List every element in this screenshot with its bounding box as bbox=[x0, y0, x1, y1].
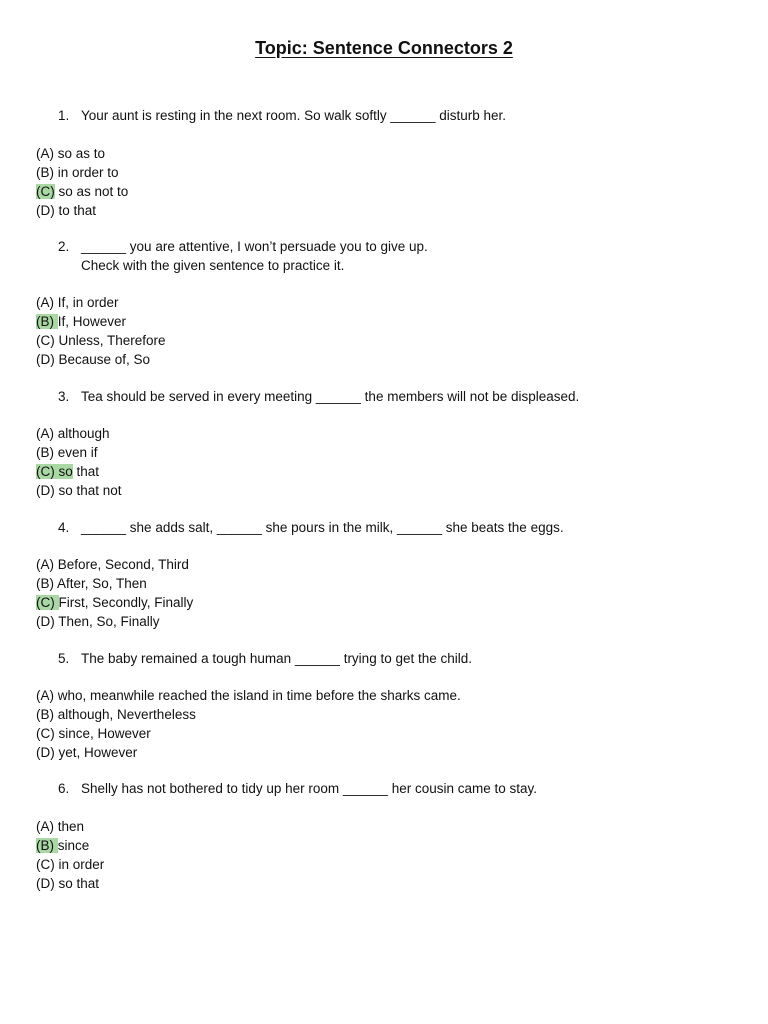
option-d bbox=[36, 612, 193, 631]
question-number: 2. bbox=[58, 239, 70, 254]
option-letter: (D) bbox=[36, 614, 55, 629]
options-5 bbox=[36, 686, 461, 762]
option-text: although, Nevertheless bbox=[54, 707, 196, 722]
options-6 bbox=[36, 817, 104, 893]
question-line bbox=[0, 779, 768, 798]
option-d bbox=[36, 874, 104, 893]
option-c-answer bbox=[36, 462, 122, 481]
option-text: so as not to bbox=[54, 184, 129, 199]
option-letter: (A) bbox=[36, 295, 54, 310]
question-line bbox=[0, 256, 768, 275]
option-letter: (B) bbox=[36, 707, 54, 722]
option-a bbox=[36, 686, 461, 705]
option-d bbox=[36, 350, 166, 369]
option-d bbox=[36, 743, 461, 762]
option-text: so that not bbox=[54, 483, 122, 498]
options-1 bbox=[36, 144, 128, 220]
question-number: 6. bbox=[58, 781, 70, 796]
option-text: even if bbox=[54, 445, 98, 460]
option-a bbox=[36, 817, 104, 836]
options-2 bbox=[36, 293, 166, 369]
option-b-answer bbox=[36, 836, 104, 855]
option-c bbox=[36, 724, 461, 743]
option-text: Because of, So bbox=[54, 352, 151, 367]
option-text: If, in order bbox=[54, 295, 119, 310]
option-letter: (B) bbox=[36, 445, 54, 460]
option-b bbox=[36, 163, 128, 182]
option-a bbox=[36, 424, 122, 443]
question-text: Shelly has not bothered to tidy up her room ______ her cousin came to stay. bbox=[81, 781, 538, 796]
question-text: Check with the given sentence to practice it. bbox=[81, 258, 345, 273]
question-text: Tea should be served in every meeting ______ the members will not be displeased. bbox=[81, 389, 580, 404]
option-a bbox=[36, 555, 193, 574]
question-line bbox=[0, 387, 768, 406]
question-1 bbox=[0, 106, 768, 125]
option-text: since, However bbox=[54, 726, 151, 741]
question-3 bbox=[0, 387, 768, 406]
option-letter: (D) bbox=[36, 745, 55, 760]
answer-highlight: (B) bbox=[36, 838, 58, 853]
question-line bbox=[0, 518, 768, 537]
option-text: in order to bbox=[54, 165, 119, 180]
option-letter: (A) bbox=[36, 819, 54, 834]
question-number: 3. bbox=[58, 389, 70, 404]
option-a bbox=[36, 144, 128, 163]
option-text: since bbox=[57, 838, 90, 853]
option-letter: (C) bbox=[36, 333, 55, 348]
question-number: 4. bbox=[58, 520, 70, 535]
question-text: ______ you are attentive, I won’t persuade you to give up. bbox=[81, 239, 428, 254]
option-letter: (C) bbox=[36, 857, 55, 872]
option-letter: (D) bbox=[36, 876, 55, 891]
option-letter: (D) bbox=[36, 203, 55, 218]
option-b bbox=[36, 443, 122, 462]
question-4 bbox=[0, 518, 768, 537]
option-text: After, So, Then bbox=[54, 576, 147, 591]
option-letter: (B) bbox=[36, 165, 54, 180]
option-letter: (A) bbox=[36, 557, 54, 572]
answer-highlight: (C) bbox=[36, 595, 59, 610]
question-6 bbox=[0, 779, 768, 798]
answer-highlight: (C) bbox=[36, 184, 55, 199]
option-text: Then, So, Finally bbox=[54, 614, 160, 629]
option-letter: (D) bbox=[36, 483, 55, 498]
option-d bbox=[36, 201, 128, 220]
question-2 bbox=[0, 237, 768, 275]
answer-highlight: (B) bbox=[36, 314, 58, 329]
options-4 bbox=[36, 555, 193, 631]
option-b-answer bbox=[36, 312, 166, 331]
question-text: The baby remained a tough human ______ trying to get the child. bbox=[81, 651, 473, 666]
option-c bbox=[36, 331, 166, 350]
option-text: Before, Second, Third bbox=[54, 557, 189, 572]
question-text: ______ she adds salt, ______ she pours in the milk, ______ she beats the eggs. bbox=[81, 520, 564, 535]
options-3 bbox=[36, 424, 122, 500]
question-number: 1. bbox=[58, 108, 70, 123]
option-text: so that bbox=[54, 876, 100, 891]
option-text: who, meanwhile reached the island in time before the sharks came. bbox=[54, 688, 461, 703]
question-line bbox=[0, 649, 768, 668]
option-letter: (A) bbox=[36, 146, 54, 161]
option-text: Unless, Therefore bbox=[54, 333, 166, 348]
option-letter: (C) bbox=[36, 726, 55, 741]
option-text: then bbox=[54, 819, 85, 834]
option-c bbox=[36, 855, 104, 874]
option-c-answer bbox=[36, 182, 128, 201]
question-line bbox=[0, 106, 768, 125]
option-text: yet, However bbox=[54, 745, 138, 760]
option-letter: (B) bbox=[36, 576, 54, 591]
option-text: First, Secondly, Finally bbox=[58, 595, 194, 610]
question-text: Your aunt is resting in the next room. So walk softly ______ disturb her. bbox=[81, 108, 506, 123]
option-text: that bbox=[72, 464, 100, 479]
option-text: If, However bbox=[57, 314, 127, 329]
option-c-answer bbox=[36, 593, 193, 612]
question-5 bbox=[0, 649, 768, 668]
page-title: Topic: Sentence Connectors 2 bbox=[255, 38, 513, 58]
option-text: although bbox=[54, 426, 110, 441]
option-letter: (A) bbox=[36, 426, 54, 441]
option-letter: (A) bbox=[36, 688, 54, 703]
option-text: to that bbox=[54, 203, 97, 218]
option-a bbox=[36, 293, 166, 312]
option-b bbox=[36, 705, 461, 724]
option-b bbox=[36, 574, 193, 593]
option-text: so as to bbox=[54, 146, 106, 161]
question-line bbox=[0, 237, 768, 256]
option-letter: (D) bbox=[36, 352, 55, 367]
option-text: in order bbox=[54, 857, 105, 872]
question-number: 5. bbox=[58, 651, 70, 666]
option-d bbox=[36, 481, 122, 500]
answer-highlight: (C) so bbox=[36, 464, 73, 479]
